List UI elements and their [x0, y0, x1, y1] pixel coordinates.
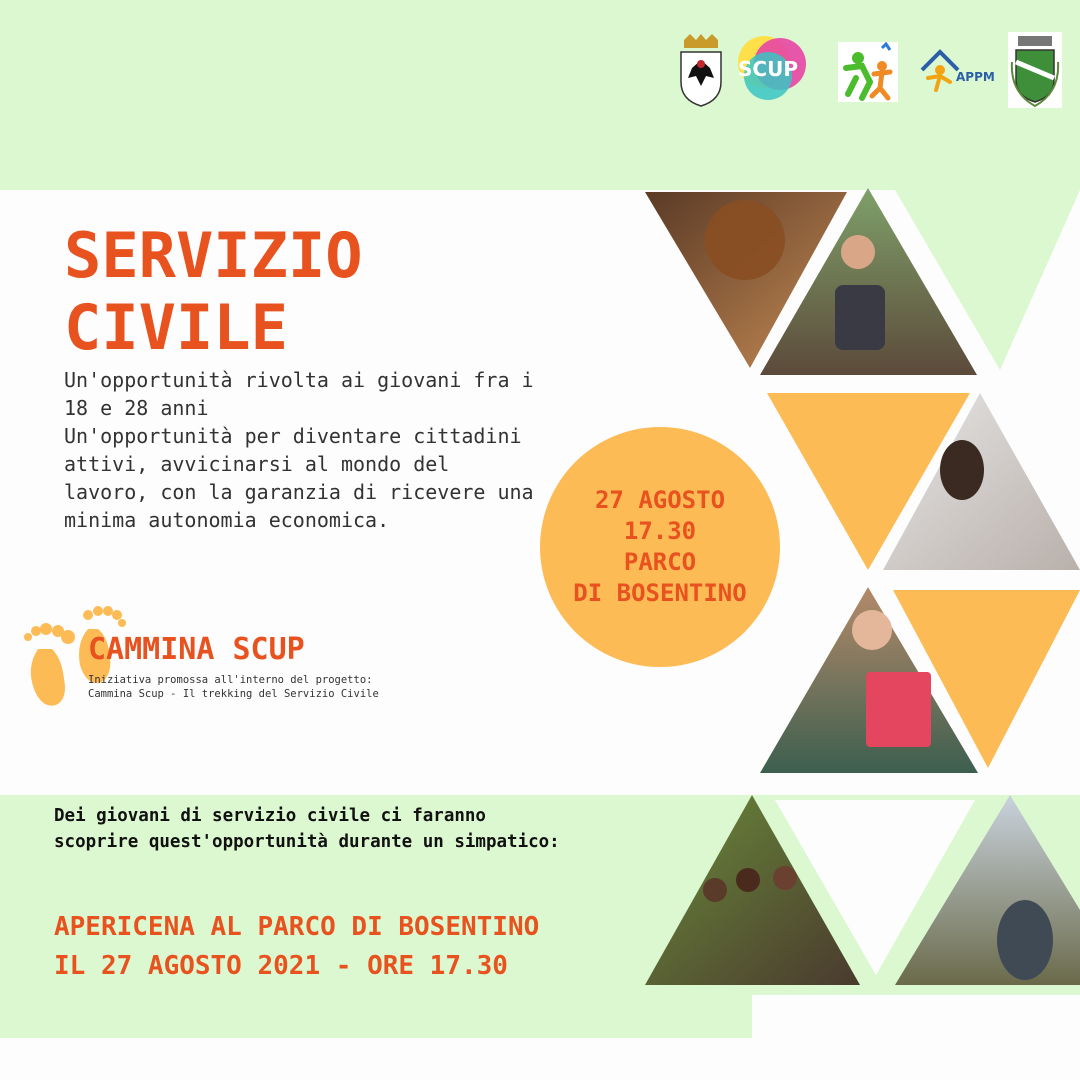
- event-badge: [540, 427, 780, 667]
- event-time: 17.30: [623, 517, 697, 545]
- intro-paragraph-2: Un'opportunità per diventare cittadini attivi, avvicinarsi al mondo del lavoro, con la garanzia di ricevere una minima autonomia economica.: [64, 424, 534, 532]
- photo-detail-friend-2: [736, 868, 760, 892]
- scup-logo: [732, 32, 810, 108]
- bottom-description: [54, 803, 574, 855]
- photo-detail-student-head: [852, 610, 892, 650]
- event-date: 27 AGOSTO: [594, 486, 726, 514]
- apericena-line-2: IL 27 AGOSTO 2021 - ORE 17.30: [54, 951, 508, 981]
- municipal-coat-of-arms-logo: [1008, 32, 1062, 112]
- photo-detail-hair-dark: [940, 440, 984, 500]
- intro-paragraph-1: Un'opportunità rivolta ai giovani fra i 18 e 28 anni: [64, 368, 534, 420]
- appm-logo-text: APPM: [956, 70, 995, 84]
- municipal-crest-icon: [1008, 32, 1062, 108]
- kids-activity-logo: [838, 42, 898, 106]
- title-line-1: SERVIZIO: [64, 219, 363, 292]
- photo-detail-red-book: [866, 672, 931, 747]
- kids-icon: [838, 42, 898, 102]
- appm-logo: [918, 46, 995, 100]
- photo-detail-head: [841, 235, 875, 269]
- photo-detail-hiker-back: [997, 900, 1053, 980]
- title-line-2: CIVILE: [64, 291, 288, 364]
- cammina-scup-subtitle: [88, 673, 379, 701]
- cammina-subtitle-line-1: Iniziativa promossa all'interno del progetto:: [88, 674, 373, 686]
- bottom-description-text: Dei giovani di servizio civile ci faranno scoprire quest'opportunità durante un simpatico:: [54, 806, 560, 852]
- photo-detail-backpack: [835, 285, 885, 350]
- page-title: [64, 220, 363, 364]
- intro-text: [64, 366, 544, 534]
- photo-detail-friend-3: [773, 866, 797, 890]
- scup-logo-text: SCUP: [738, 57, 798, 81]
- cammina-subtitle-line-2: Cammina Scup - Il trekking del Servizio Civile: [88, 688, 379, 700]
- cammina-scup-title: CAMMINA SCUP: [88, 632, 305, 667]
- photo-detail-hair: [705, 200, 785, 280]
- apericena-announcement: [54, 908, 539, 986]
- photo-detail-friend-1: [703, 878, 727, 902]
- apericena-line-1: APERICENA AL PARCO DI BOSENTINO: [54, 912, 540, 942]
- event-place-line-2: DI BOSENTINO: [573, 579, 747, 607]
- coat-of-arms-icon: [678, 34, 724, 108]
- trentino-coat-of-arms-logo: [678, 34, 724, 112]
- event-place-line-1: PARCO: [623, 548, 697, 576]
